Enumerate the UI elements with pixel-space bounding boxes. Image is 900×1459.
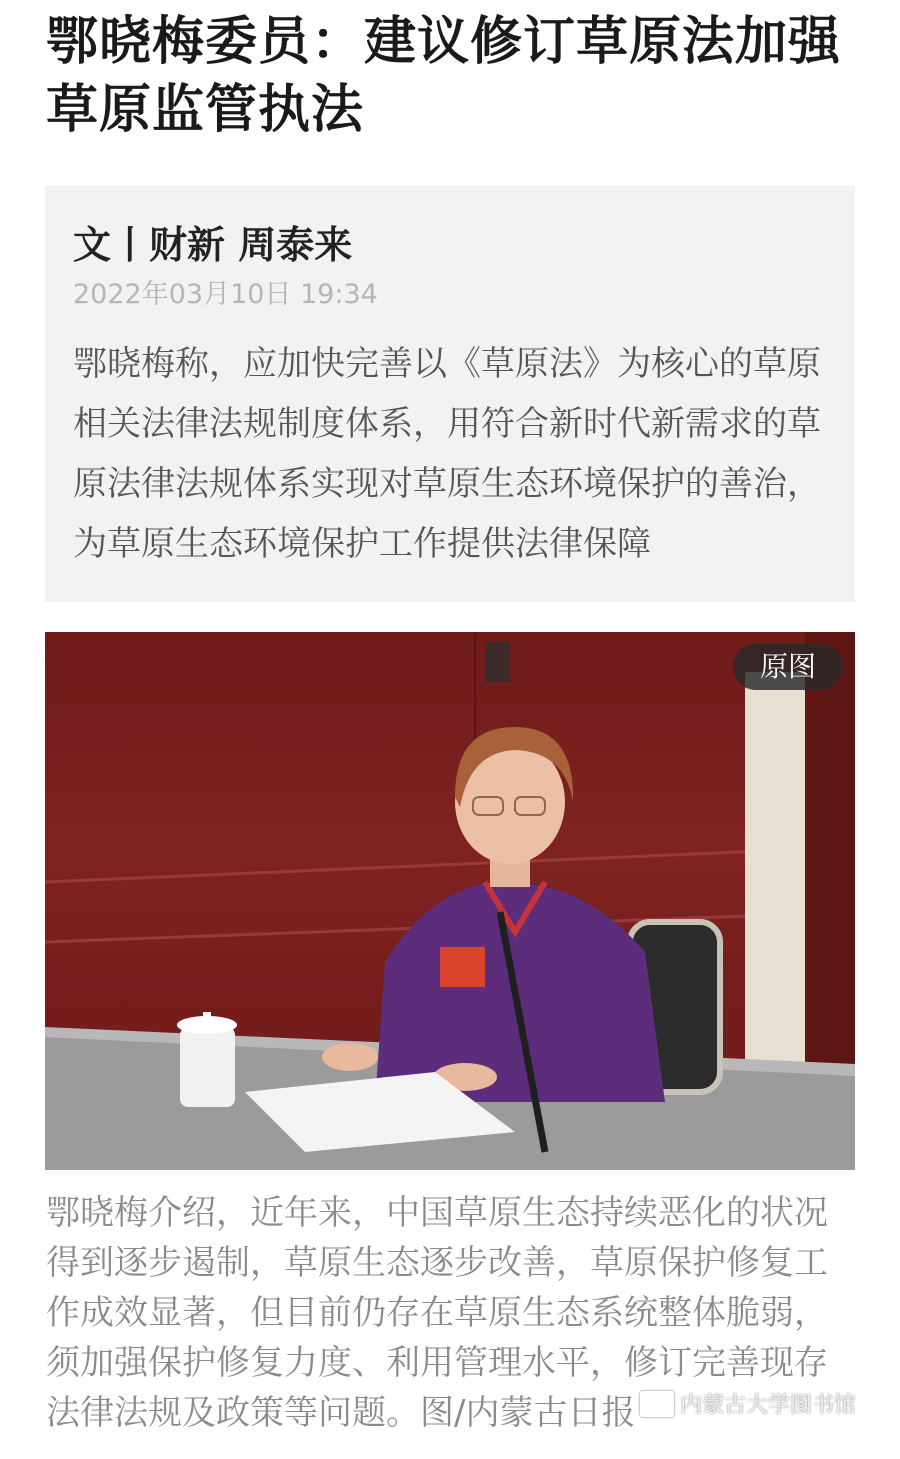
article-date: 2022年03月10日 19:34 — [73, 279, 378, 310]
article-summary: 鄂晓梅称，应加快完善以《草原法》为核心的草原相关法律法规制度体系，用符合新时代新需求的草原法律法规体系实现对草原生态环境保护的善治，为草原生态环境保护工作提供法律保障 — [73, 344, 821, 564]
view-original-button[interactable]: 原图 — [733, 644, 843, 690]
watermark — [640, 1388, 856, 1419]
library-logo-icon — [640, 1391, 674, 1417]
watermark-text: 内蒙古大学图书馆 — [680, 1393, 857, 1418]
article-byline: 文丨财新 周泰来 — [73, 223, 353, 267]
article-title: 鄂晓梅委员：建议修订草原法加强草原监管执法 — [46, 12, 842, 140]
summary-box — [45, 186, 855, 602]
photo-illustration — [45, 632, 855, 1170]
article-photo[interactable] — [45, 632, 855, 1170]
photo-caption: 鄂晓梅介绍，近年来，中国草原生态持续恶化的状况得到逐步遏制，草原生态逐步改善，草原保护修复工作成效显著，但目前仍存在草原生态系统整体脆弱，须加强保护修复力度、利用管理水平，修订完善现存法律法规及政策等问题。图/内蒙古日报 — [46, 1193, 828, 1433]
